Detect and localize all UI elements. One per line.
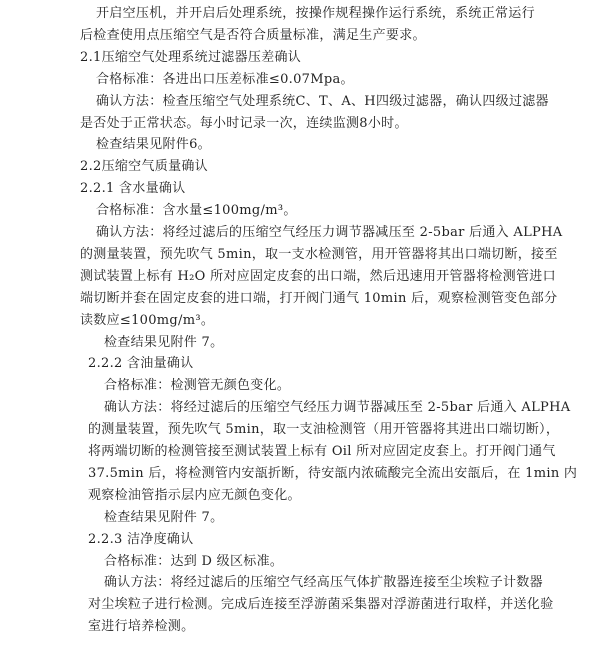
section-heading: 2.1压缩空气处理系统过滤器压差确认 [80,49,302,65]
paragraph-line: 的测量装置，预先吹气 5min，取一支水检测管，用开管器将其出口端切断，接至 [80,246,558,262]
subsection-heading: 2.2.2 含油量确认 [88,356,194,372]
paragraph-line: 读数应≤100mg/m³。 [80,312,215,328]
paragraph-line: 开启空压机，并开启后处理系统，按操作规程操作运行系统，系统正常运行 [96,6,535,21]
section-heading: 2.2压缩空气质量确认 [80,159,208,175]
paragraph-line: 室进行培养检测。 [88,619,195,635]
paragraph-line: 检查结果见附件 7。 [104,509,224,525]
subsection-heading: 2.2.3 洁净度确认 [88,531,194,547]
paragraph-line: 确认方法：将经过滤后的压缩空气经高压气体扩散器连接至尘埃粒子计数器 [104,575,543,591]
paragraph-line: 的测量装置，预先吹气 5min，取一支油检测管（用开管器将其进出口端切断）， [88,422,560,438]
paragraph-line: 确认方法：将经过滤后的压缩空气经压力调节器减压至 2-5bar 后通入 ALPHA [96,225,563,240]
paragraph-line: 确认方法：将经过滤后的压缩空气经压力调节器减压至 2-5bar 后通入 ALPHA [104,400,571,416]
paragraph-line: 后检查使用点压缩空气是否符合质量标准，满足生产要求。 [80,27,426,43]
paragraph-line: 端切断并套在固定皮套的进口端，打开阀门通气 10min 后，观察检测管变色部分 [80,290,558,306]
paragraph-line: 合格标准：含水量≤100mg/m³。 [96,203,297,219]
paragraph-line: 检查结果见附件 7。 [104,334,224,350]
paragraph-line: 合格标准：达到 D 级区标准。 [104,553,284,569]
paragraph-line: 确认方法：检查压缩空气处理系统C、T、A、H四级过滤器，确认四级过滤器 [96,93,549,109]
paragraph-line: 测试装置上标有 H₂O 所对应固定皮套的出口端，然后迅速用开管器将检测管进口 [80,268,556,284]
subsection-heading: 2.2.1 含水量确认 [80,181,186,197]
paragraph-line: 观察检油管指示层内应无颜色变化。 [88,487,301,503]
paragraph-line: 检查结果见附件6。 [96,137,211,153]
paragraph-line: 对尘埃粒子进行检测。完成后连接至浮游菌采集器对浮游菌进行取样，并送化验 [88,597,554,613]
paragraph-line: 合格标准：检测管无颜色变化。 [104,378,291,394]
paragraph-line: 37.5min 后，将检测管内安瓿折断，待安瓿内浓硫酸完全流出安瓿后，在 1min 内 [88,465,578,481]
paragraph-line: 将两端切断的检测管接至测试装置上标有 Oil 所对应固定皮套上。打开阀门通气 [88,444,556,459]
paragraph-line: 是否处于正常状态。每小时记录一次，连续监测8小时。 [80,115,408,131]
paragraph-line: 合格标准：各进出口压差标准≤0.07Mpa。 [96,71,354,87]
